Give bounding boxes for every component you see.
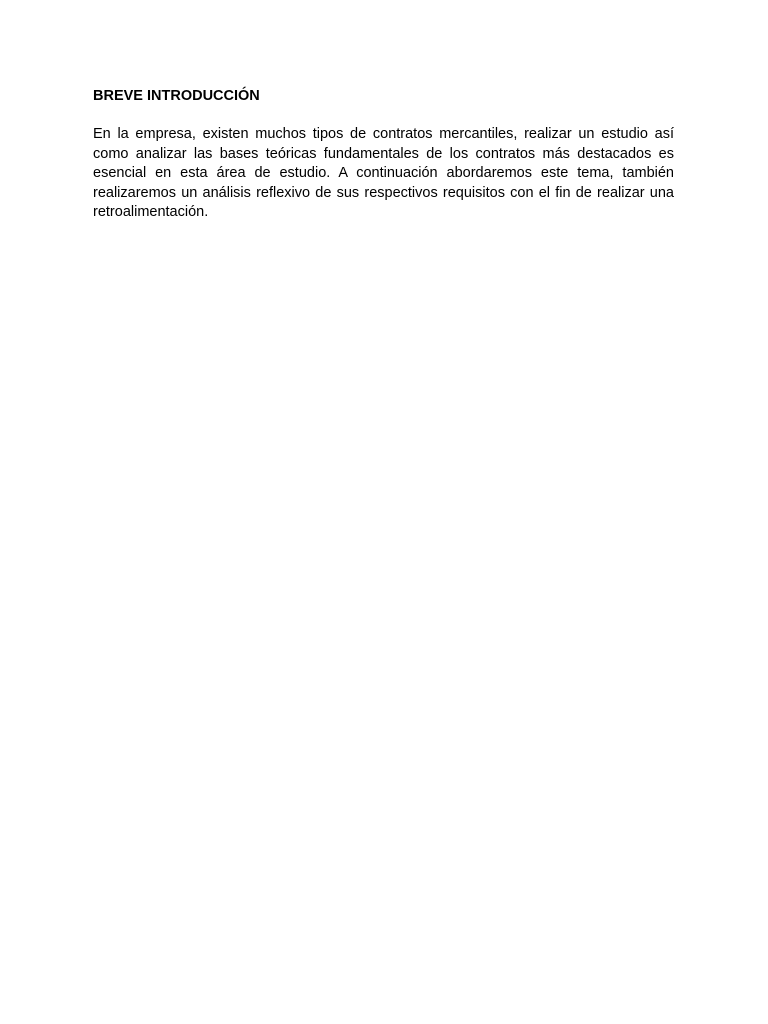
section-heading: BREVE INTRODUCCIÓN	[93, 88, 260, 104]
intro-paragraph: En la empresa, existen muchos tipos de contratos mercantiles, realizar un estudio así como analizar las bases teóricas fundamentales de los contratos más destacados es esencial en esta área de estudio. A continuación abordaremos este tema, también realizaremos un análisis reflexivo de sus respectivos requisitos con el fin de realizar una retroalimentación.	[93, 126, 674, 221]
document-body	[93, 86, 674, 223]
